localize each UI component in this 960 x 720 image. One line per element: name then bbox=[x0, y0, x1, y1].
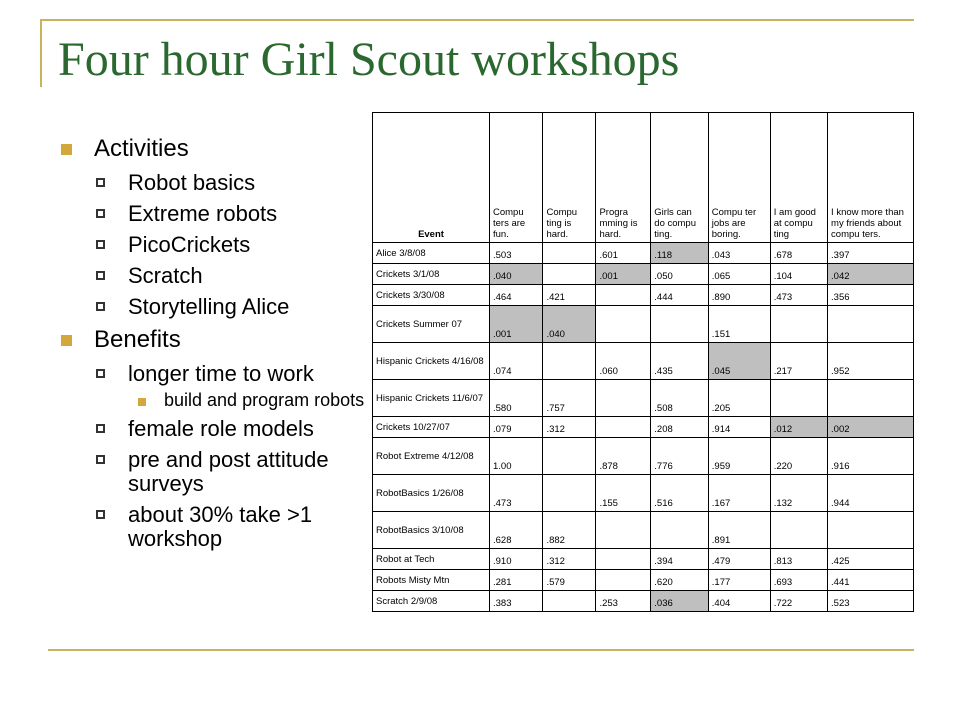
column-header: I am good at compu ting bbox=[770, 113, 827, 243]
column-header: I know more than my friends about compu ters. bbox=[828, 113, 914, 243]
value-cell: .394 bbox=[651, 549, 708, 570]
bullet-label: PicoCrickets bbox=[128, 232, 251, 257]
bullet-label: Benefits bbox=[94, 326, 181, 353]
table-row bbox=[373, 417, 914, 438]
value-cell: .579 bbox=[543, 570, 596, 591]
value-cell bbox=[828, 306, 914, 343]
bullet-longer-time bbox=[60, 362, 370, 386]
value-cell: .383 bbox=[490, 591, 543, 612]
value-cell: .952 bbox=[828, 343, 914, 380]
bottom-frame-line bbox=[48, 649, 914, 651]
bullet-label: longer time to work bbox=[128, 361, 314, 386]
survey-results-table bbox=[372, 112, 914, 612]
value-cell: .177 bbox=[708, 570, 770, 591]
value-cell bbox=[596, 512, 651, 549]
bullet-build-program bbox=[60, 391, 370, 410]
value-cell: .914 bbox=[708, 417, 770, 438]
value-cell: .167 bbox=[708, 475, 770, 512]
hollow-square-bullet-icon bbox=[96, 240, 105, 249]
value-cell: .959 bbox=[708, 438, 770, 475]
value-cell bbox=[770, 306, 827, 343]
event-cell: Robot Extreme 4/12/08 bbox=[373, 438, 490, 475]
event-cell: Hispanic Crickets 11/6/07 bbox=[373, 380, 490, 417]
value-cell: .042 bbox=[828, 264, 914, 285]
value-cell bbox=[651, 306, 708, 343]
table-row bbox=[373, 264, 914, 285]
value-cell: .040 bbox=[490, 264, 543, 285]
value-cell: .012 bbox=[770, 417, 827, 438]
value-cell bbox=[770, 512, 827, 549]
bullet-activities bbox=[60, 134, 370, 164]
value-cell: .060 bbox=[596, 343, 651, 380]
value-cell: .040 bbox=[543, 306, 596, 343]
bullet-scratch bbox=[60, 264, 370, 288]
event-cell: Crickets Summer 07 bbox=[373, 306, 490, 343]
value-cell: .001 bbox=[490, 306, 543, 343]
left-frame-line bbox=[40, 19, 42, 87]
table-row bbox=[373, 285, 914, 306]
value-cell: .441 bbox=[828, 570, 914, 591]
value-cell: .404 bbox=[708, 591, 770, 612]
value-cell: .312 bbox=[543, 417, 596, 438]
bullet-robot-basics bbox=[60, 171, 370, 195]
column-header: Compu ter jobs are boring. bbox=[708, 113, 770, 243]
column-header: Progra mming is hard. bbox=[596, 113, 651, 243]
value-cell bbox=[543, 243, 596, 264]
hollow-square-bullet-icon bbox=[96, 369, 105, 378]
value-cell: .776 bbox=[651, 438, 708, 475]
table-body bbox=[373, 243, 914, 612]
hollow-square-bullet-icon bbox=[96, 302, 105, 311]
value-cell bbox=[543, 264, 596, 285]
value-cell bbox=[543, 475, 596, 512]
table-row bbox=[373, 570, 914, 591]
bullet-label: about 30% take >1 workshop bbox=[128, 502, 313, 551]
table-header-row bbox=[373, 113, 914, 243]
event-cell: Robots Misty Mtn bbox=[373, 570, 490, 591]
value-cell bbox=[543, 438, 596, 475]
value-cell: .036 bbox=[651, 591, 708, 612]
value-cell: .516 bbox=[651, 475, 708, 512]
value-cell: .508 bbox=[651, 380, 708, 417]
value-cell: .757 bbox=[543, 380, 596, 417]
value-cell: .356 bbox=[828, 285, 914, 306]
value-cell: .722 bbox=[770, 591, 827, 612]
value-cell: .878 bbox=[596, 438, 651, 475]
value-cell: .253 bbox=[596, 591, 651, 612]
hollow-square-bullet-icon bbox=[96, 271, 105, 280]
bullet-extreme-robots bbox=[60, 202, 370, 226]
value-cell bbox=[543, 591, 596, 612]
table-row bbox=[373, 343, 914, 380]
table-row bbox=[373, 438, 914, 475]
bullet-storytelling-alice bbox=[60, 295, 370, 319]
bullet-attitude-surveys bbox=[60, 448, 370, 496]
value-cell bbox=[770, 380, 827, 417]
value-cell: .891 bbox=[708, 512, 770, 549]
event-cell: Hispanic Crickets 4/16/08 bbox=[373, 343, 490, 380]
value-cell: .523 bbox=[828, 591, 914, 612]
value-cell: .151 bbox=[708, 306, 770, 343]
slide-title: Four hour Girl Scout workshops bbox=[58, 33, 680, 86]
value-cell: .281 bbox=[490, 570, 543, 591]
value-cell: .421 bbox=[543, 285, 596, 306]
value-cell: .074 bbox=[490, 343, 543, 380]
column-header: Compu ting is hard. bbox=[543, 113, 596, 243]
value-cell: .217 bbox=[770, 343, 827, 380]
value-cell: .890 bbox=[708, 285, 770, 306]
hollow-square-bullet-icon bbox=[96, 424, 105, 433]
bullet-label: female role models bbox=[128, 416, 314, 441]
value-cell: .503 bbox=[490, 243, 543, 264]
event-cell: Alice 3/8/08 bbox=[373, 243, 490, 264]
value-cell: .813 bbox=[770, 549, 827, 570]
event-cell: Crickets 3/30/08 bbox=[373, 285, 490, 306]
value-cell: .050 bbox=[651, 264, 708, 285]
value-cell: .473 bbox=[490, 475, 543, 512]
value-cell: .620 bbox=[651, 570, 708, 591]
hollow-square-bullet-icon bbox=[96, 178, 105, 187]
value-cell: .002 bbox=[828, 417, 914, 438]
bullet-label: build and program robots bbox=[164, 390, 365, 410]
value-cell: .205 bbox=[708, 380, 770, 417]
value-cell bbox=[596, 549, 651, 570]
value-cell: .628 bbox=[490, 512, 543, 549]
value-cell: .479 bbox=[708, 549, 770, 570]
value-cell: .132 bbox=[770, 475, 827, 512]
value-cell bbox=[651, 512, 708, 549]
value-cell: .043 bbox=[708, 243, 770, 264]
value-cell: .397 bbox=[828, 243, 914, 264]
bullet-benefits bbox=[60, 325, 370, 355]
value-cell: .312 bbox=[543, 549, 596, 570]
bullet-label: pre and post attitude surveys bbox=[128, 447, 329, 496]
column-header: Compu ters are fun. bbox=[490, 113, 543, 243]
value-cell: .464 bbox=[490, 285, 543, 306]
event-cell: RobotBasics 1/26/08 bbox=[373, 475, 490, 512]
event-cell: Crickets 3/1/08 bbox=[373, 264, 490, 285]
hollow-square-bullet-icon bbox=[96, 209, 105, 218]
value-cell: .425 bbox=[828, 549, 914, 570]
square-bullet-icon bbox=[61, 144, 72, 155]
value-cell: .693 bbox=[770, 570, 827, 591]
value-cell: .118 bbox=[651, 243, 708, 264]
table-row bbox=[373, 306, 914, 343]
value-cell: .882 bbox=[543, 512, 596, 549]
bullet-picocrickets bbox=[60, 233, 370, 257]
table-row bbox=[373, 591, 914, 612]
bullet-list bbox=[60, 128, 370, 551]
column-header-event: Event bbox=[373, 113, 490, 243]
bullet-label: Storytelling Alice bbox=[128, 294, 290, 319]
value-cell bbox=[828, 512, 914, 549]
table-row bbox=[373, 549, 914, 570]
value-cell: .916 bbox=[828, 438, 914, 475]
value-cell bbox=[596, 417, 651, 438]
table-row bbox=[373, 475, 914, 512]
hollow-square-bullet-icon bbox=[96, 455, 105, 464]
value-cell bbox=[828, 380, 914, 417]
value-cell: .473 bbox=[770, 285, 827, 306]
value-cell: .444 bbox=[651, 285, 708, 306]
bullet-label: Activities bbox=[94, 135, 189, 162]
value-cell: .104 bbox=[770, 264, 827, 285]
bullet-label: Scratch bbox=[128, 263, 203, 288]
bullet-label: Extreme robots bbox=[128, 201, 278, 226]
value-cell: .910 bbox=[490, 549, 543, 570]
value-cell bbox=[596, 285, 651, 306]
value-cell: .601 bbox=[596, 243, 651, 264]
value-cell: .065 bbox=[708, 264, 770, 285]
table-row bbox=[373, 243, 914, 264]
value-cell: .678 bbox=[770, 243, 827, 264]
event-cell: RobotBasics 3/10/08 bbox=[373, 512, 490, 549]
value-cell: .155 bbox=[596, 475, 651, 512]
square-bullet-icon bbox=[61, 335, 72, 346]
square-bullet-icon bbox=[138, 398, 146, 406]
value-cell: .208 bbox=[651, 417, 708, 438]
value-cell: .045 bbox=[708, 343, 770, 380]
event-cell: Robot at Tech bbox=[373, 549, 490, 570]
table-row bbox=[373, 512, 914, 549]
value-cell bbox=[596, 570, 651, 591]
event-cell: Crickets 10/27/07 bbox=[373, 417, 490, 438]
value-cell: .220 bbox=[770, 438, 827, 475]
value-cell: .001 bbox=[596, 264, 651, 285]
value-cell: 1.00 bbox=[490, 438, 543, 475]
hollow-square-bullet-icon bbox=[96, 510, 105, 519]
value-cell bbox=[596, 380, 651, 417]
bullet-repeat-workshop bbox=[60, 503, 370, 551]
value-cell: .944 bbox=[828, 475, 914, 512]
value-cell: .435 bbox=[651, 343, 708, 380]
top-frame-line bbox=[40, 19, 914, 21]
table-row bbox=[373, 380, 914, 417]
value-cell bbox=[596, 306, 651, 343]
column-header: Girls can do compu ting. bbox=[651, 113, 708, 243]
bullet-female-role-models bbox=[60, 417, 370, 441]
bullet-label: Robot basics bbox=[128, 170, 256, 195]
value-cell: .079 bbox=[490, 417, 543, 438]
value-cell bbox=[543, 343, 596, 380]
value-cell: .580 bbox=[490, 380, 543, 417]
event-cell: Scratch 2/9/08 bbox=[373, 591, 490, 612]
